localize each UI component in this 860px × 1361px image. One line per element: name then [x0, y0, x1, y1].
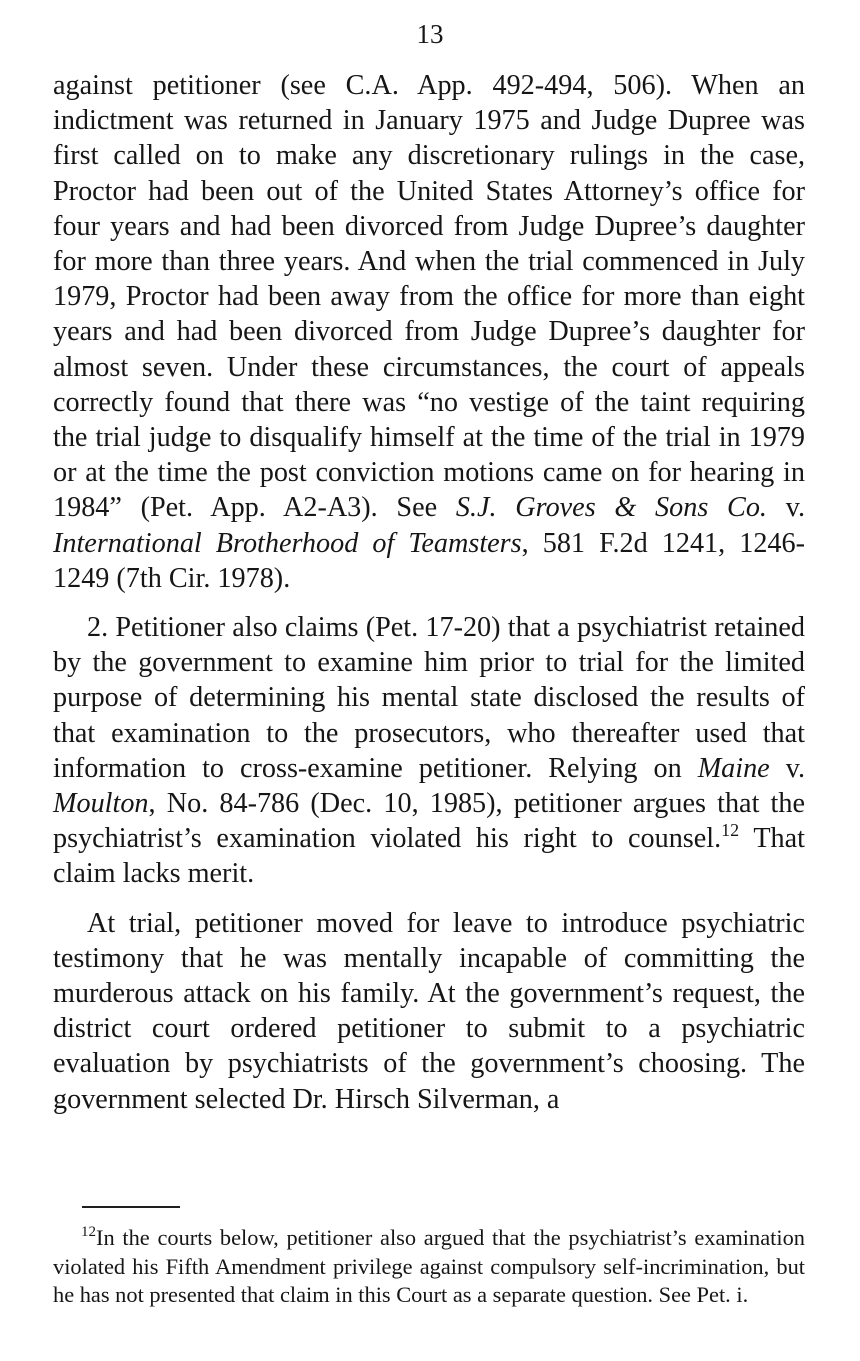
- paragraph-continuation: [53, 68, 805, 596]
- case-citation: Maine: [697, 752, 770, 784]
- case-citation: International Brotherhood of Teamsters: [53, 527, 522, 559]
- footnote-marker: 12: [81, 1224, 96, 1240]
- footnote: [53, 1224, 805, 1310]
- paragraph-text: against petitioner (see C.A. App. 492-494, 506). When an indictment was returned in January 1975 and Judge Dupree was first called on to make any discretionary rulings in the case, Proctor had been out of the United States Attorney’s office for four years and had been divorced from Judge Dupree’s daughter for more than three years. And when the trial commenced in July 1979, Proctor had been away from the office for more than eight years and had been divorced from Judge Dupree’s daughter for almost seven. Under these circumstances, the court of appeals correctly found that there was “no vestige of the taint requiring the trial judge to disqualify himself at the time of the trial in 1979 or at the time the post conviction motions came on for hearing in 1984” (Pet. App. A2-A3). See: [53, 70, 805, 524]
- paragraph-argument-2: [53, 610, 805, 892]
- paragraph-text: That claim lacks merit.: [53, 823, 805, 890]
- paragraph-text: , No. 84-786 (Dec. 10, 1985), petitioner argues that the psychiatrist’s examination violated his right to counsel.: [53, 788, 805, 855]
- body-text: [53, 68, 805, 1117]
- paragraph-text: At trial, petitioner moved for leave to introduce psychiatric testimony that he was mentally incapable of committing the murderous attack on his family. At the government’s request, the district court ordered petitioner to submit to a psychiatric evaluation by psychiatrists of the government’s choosing. The government selected Dr. Hirsch Silverman, a: [53, 907, 805, 1115]
- footnote-reference: 12: [721, 820, 740, 841]
- citation-text: , 581 F.2d 1241, 1246-1249 (7th Cir. 1978).: [53, 527, 805, 594]
- page-number: 13: [416, 19, 444, 49]
- case-citation: Moulton: [53, 788, 149, 820]
- paragraph-text: 2. Petitioner also claims (Pet. 17-20) that a psychiatrist retained by the government to examine him prior to trial for the limited purpose of determining his mental state disclosed the results of that examination to the prosecutors, who thereafter used that information to cross-examine petitioner. Relying on: [53, 612, 805, 784]
- footnote-text: In the courts below, petitioner also argued that the psychiatrist’s examination violated his Fifth Amendment privilege against compulsory self-incrimination, but he has not presented that claim in this Court as a separate question. See Pet. i.: [53, 1225, 805, 1307]
- footnote-divider: [82, 1206, 180, 1208]
- versus-text: v.: [769, 752, 806, 784]
- case-citation: S.J. Groves & Sons Co.: [455, 492, 767, 524]
- versus-text: v.: [766, 492, 806, 524]
- paragraph-trial: [53, 906, 805, 1117]
